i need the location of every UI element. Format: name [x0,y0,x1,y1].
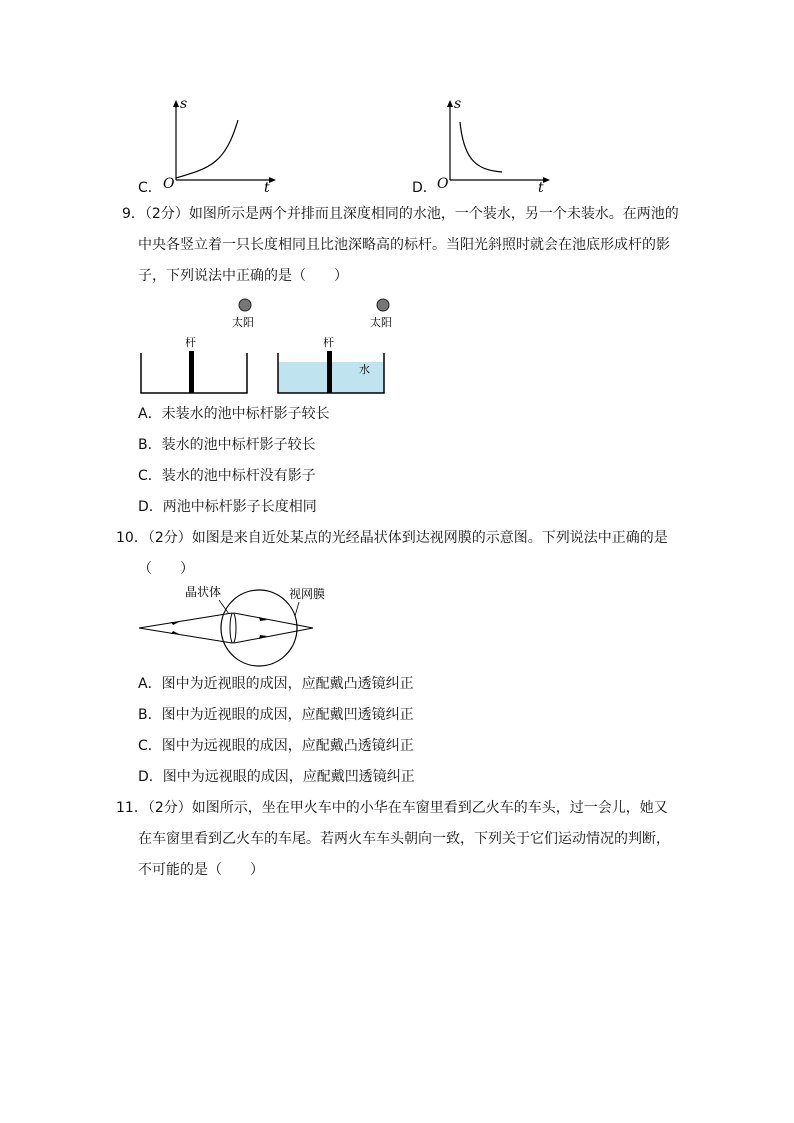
q9-option-c[interactable]: C．装水的池中标杆没有影子 [138,468,316,484]
arrow-icon [171,631,179,634]
graph-c-x-arrow [269,177,276,183]
graph-c-t-label: t [264,180,270,192]
pole-left [189,351,194,393]
q9-sun-label-left: 太阳 [232,316,254,329]
q10-line-1: 10．（2分）如图是来自近处某点的光经晶状体到达视网膜的示意图。下列说法中正确的是 [116,530,668,546]
ray-in-top [139,613,232,628]
q11-line-2: 在车窗里看到乙火车的车尾。若两火车车头朝向一致，下列关于它们运动情况的判断， [138,831,670,847]
graph-d-x-arrow [543,177,550,183]
graph-c-option-label: C． [138,180,162,196]
q9-water-label: 水 [359,363,370,376]
graph-c-s-label: s [180,96,188,112]
graph-c-curve [176,120,238,178]
q9-figure-pools [135,293,405,401]
graph-d-y-arrow [447,100,453,107]
retina-pointer [295,602,299,616]
q9-sun-label-right: 太阳 [370,316,392,329]
ray-out-bottom [234,628,313,643]
q9-line-1: 9．（2分）如图所示是两个并排而且深度相同的水池，一个装水，另一个未装水。在两池的 [122,206,679,222]
q10-retina-label: 视网膜 [289,587,326,601]
q9-pole-label-left: 杆 [185,336,196,349]
q10-option-d[interactable]: D．图中为远视眼的成因，应配戴凹透镜纠正 [138,769,415,785]
q10-line-2: （ ） [138,561,194,577]
graph-d [434,96,559,192]
graph-d-t-label: t [538,180,544,192]
q9-line-2: 中央各竖立着一只长度相同且比池深略高的标杆。当阳光斜照时就会在池底形成杆的影 [138,237,670,253]
graph-d-origin-label: O [437,176,449,192]
arrow-icon [171,622,179,625]
lens [230,613,236,643]
ray-out-top [234,613,313,628]
eyeball [221,590,297,666]
sun-icon [377,299,389,311]
sun-icon [239,299,251,311]
q9-option-b[interactable]: B．装水的池中标杆影子较长 [138,437,316,453]
graph-d-option-label: D． [412,180,437,196]
q10-figure-eye [135,582,335,670]
ray-in-bottom [139,628,232,643]
q10-lens-label: 晶状体 [185,585,222,599]
q9-pole-label-right: 杆 [323,336,334,349]
q9-line-3: 子，下列说法中正确的是（ ） [138,268,348,284]
q11-line-1: 11．（2分）如图所示，坐在甲火车中的小华在车窗里看到乙火车的车头，过一会儿，她又 [116,800,668,816]
graph-c [160,96,285,192]
graph-d-curve [460,122,502,172]
q11-line-3: 不可能的是（ ） [138,862,264,878]
q10-option-b[interactable]: B．图中为近视眼的成因，应配戴凹透镜纠正 [138,707,414,723]
graph-c-y-arrow [173,100,179,107]
q9-option-a[interactable]: A．未装水的池中标杆影子较长 [138,406,330,422]
q10-option-a[interactable]: A．图中为近视眼的成因，应配戴凸透镜纠正 [138,676,414,692]
graph-d-s-label: s [454,96,462,112]
q10-option-c[interactable]: C．图中为远视眼的成因，应配戴凸透镜纠正 [138,738,414,754]
q9-option-d[interactable]: D．两池中标杆影子长度相同 [138,499,317,515]
graph-c-origin-label: O [163,176,175,192]
pole-right [327,351,332,393]
